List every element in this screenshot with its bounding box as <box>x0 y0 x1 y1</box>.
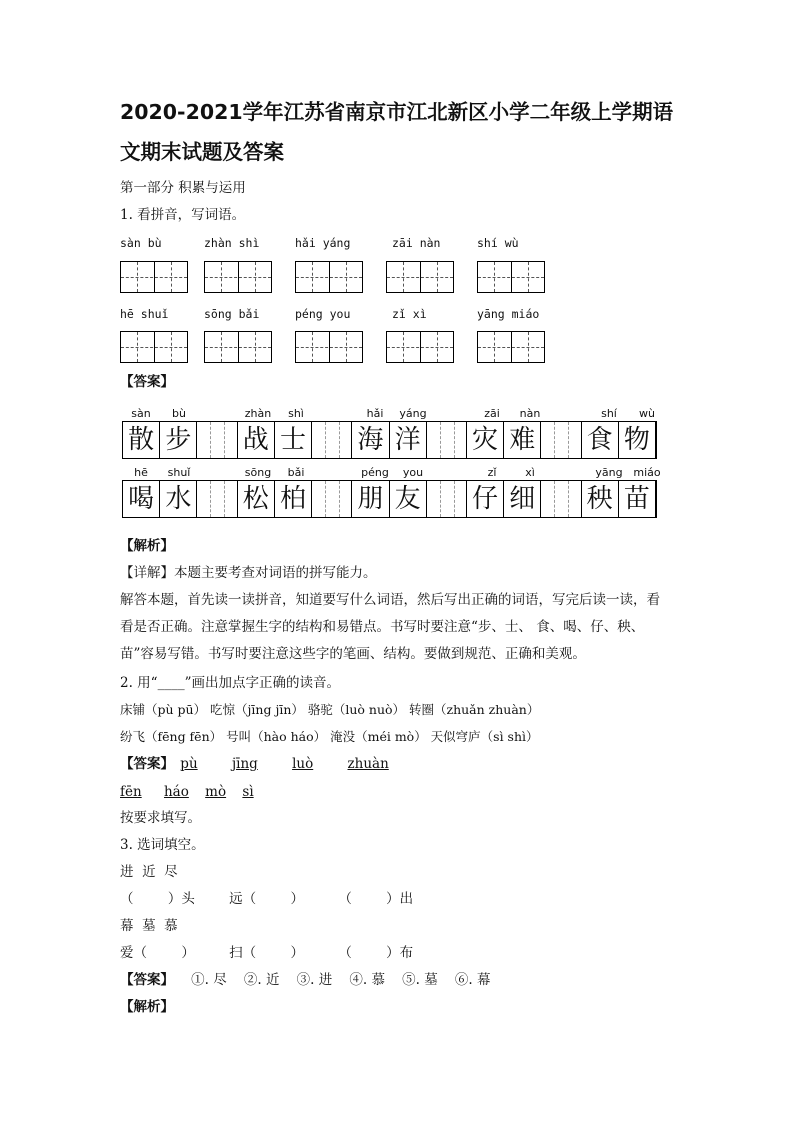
answer-pinyin: you <box>402 466 424 479</box>
answer-character: 士 <box>275 422 312 458</box>
tian-grid-box[interactable] <box>204 331 272 363</box>
answer-pinyin: sōng <box>244 466 272 479</box>
answer-character: 秧 <box>582 481 619 517</box>
answer-grid-gap <box>541 481 581 517</box>
answer-character: 灾 <box>467 422 504 458</box>
tian-grid-box[interactable] <box>204 261 272 293</box>
answer-character: 食 <box>582 422 619 458</box>
answer-pinyin: wù <box>639 407 655 420</box>
answer-character: 喝 <box>123 481 160 517</box>
pinyin-label: shí wù <box>477 236 519 250</box>
q2-note: 按要求填写。 <box>120 810 201 826</box>
answer-character: 战 <box>238 422 275 458</box>
answer-grid-gap <box>312 481 352 517</box>
q2-row2: 纷飞（fēng fēn） 号叫（hào háo） 淹没（méi mò） 天似穹庐（sì shì） <box>120 729 539 744</box>
answer-grid-gap <box>541 422 581 458</box>
answer-character: 朋 <box>352 481 389 517</box>
answer-pinyin: péng <box>361 466 389 479</box>
q3-group1-blanks: （ ）头 远（ ） （ ）出 <box>120 891 414 907</box>
q1-detail: 【详解】本题主要考查对词语的拼写能力。 <box>120 565 377 581</box>
answer-grid-gap <box>197 481 237 517</box>
pinyin-label: sàn bù <box>120 236 162 250</box>
q3-group2-words: 幕 墓 慕 <box>120 918 178 934</box>
tian-grid-box[interactable] <box>295 261 363 293</box>
q2-answer: zhuàn <box>347 756 389 772</box>
q1-analysis-para1: 解答本题，首先读一读拼音，知道要写什么词语，然后写出正确的词语，写完后读一读，看 <box>120 592 660 608</box>
q1-analysis-para2: 看是否正确。注意掌握生字的结构和易错点。书写时要注意“步、士、 食、喝、仔、秧、 <box>120 619 645 635</box>
answer-character: 难 <box>504 422 541 458</box>
answer-character: 细 <box>504 481 541 517</box>
answer-pinyin: xì <box>525 466 535 479</box>
pinyin-label: hē shuǐ <box>120 307 169 321</box>
tian-grid-box[interactable] <box>120 261 188 293</box>
document-title-line1: 2020-2021学年江苏省南京市江北新区小学二年级上学期语 <box>120 100 674 124</box>
answer-character: 柏 <box>275 481 312 517</box>
answer-character: 洋 <box>390 422 427 458</box>
q2-answer: jīng <box>231 756 258 772</box>
pinyin-label: yāng miáo <box>477 307 540 321</box>
pinyin-label: zhàn shì <box>204 236 260 250</box>
answer-character: 苗 <box>619 481 656 517</box>
answer-character: 步 <box>160 422 197 458</box>
q2-answer-row2 <box>120 782 254 802</box>
q3-analysis-label: 【解析】 <box>120 999 174 1015</box>
answer-character: 松 <box>238 481 275 517</box>
q2-answer: mò <box>205 784 227 800</box>
answer-character: 水 <box>160 481 197 517</box>
q2-answer-label: 【答案】 <box>120 756 174 772</box>
answer-grid-gap <box>427 422 467 458</box>
answer-pinyin: yáng <box>399 407 427 420</box>
pinyin-label: sōng bǎi <box>204 307 260 321</box>
q1-analysis-label: 【解析】 <box>120 538 174 554</box>
answer-character: 物 <box>619 422 656 458</box>
answer-grid-gap <box>427 481 467 517</box>
q3-answer-label: 【答案】 <box>120 972 174 988</box>
q1-analysis-para3: 苗”容易写错。书写时要注意这些字的笔画、结构。要做到规范、正确和美观。 <box>120 646 586 662</box>
q3-group1-words: 进 近 尽 <box>120 864 178 880</box>
answer-pinyin: bǎi <box>287 466 305 479</box>
answer-pinyin: zāi <box>484 407 500 420</box>
tian-grid-box[interactable] <box>477 331 545 363</box>
tian-grid-box[interactable] <box>477 261 545 293</box>
answer-pinyin: shuǐ <box>167 466 191 479</box>
question-1-label: 1. 看拼音，写词语。 <box>120 207 246 223</box>
answer-character: 海 <box>352 422 389 458</box>
answer-pinyin: nàn <box>519 407 541 420</box>
q2-answer: sì <box>242 784 254 800</box>
q3-answers: ①. 尽 ②. 近 ③. 进 ④. 慕 ⑤. 墓 ⑥. 幕 <box>191 972 491 988</box>
answer-grid-gap <box>312 422 352 458</box>
answer-character: 仔 <box>467 481 504 517</box>
pinyin-label: hǎi yáng <box>295 236 351 250</box>
q2-answer: luò <box>292 756 314 772</box>
q1-answer-grid-row1 <box>122 421 657 459</box>
q2-answer: fēn <box>120 784 142 800</box>
tian-grid-box[interactable] <box>295 331 363 363</box>
answer-pinyin: zhàn <box>244 407 272 420</box>
answer-character: 友 <box>390 481 427 517</box>
answer-pinyin: miáo <box>633 466 661 479</box>
answer-pinyin: yāng <box>595 466 623 479</box>
pinyin-label: zǐ xì <box>392 307 427 321</box>
q2-row1: 床铺（pù pū） 吃惊（jīng jīn） 骆驼（luò nuò） 转圈（zhuǎn zhuàn） <box>120 702 540 717</box>
answer-pinyin: shì <box>288 407 304 420</box>
document-title-line2: 文期末试题及答案 <box>120 140 284 164</box>
answer-pinyin: zǐ <box>487 466 497 479</box>
q1-answer-label: 【答案】 <box>120 374 174 390</box>
question-2-label: 2. 用“____”画出加点字正确的读音。 <box>120 675 340 691</box>
q2-answer: pù <box>180 756 198 772</box>
answer-pinyin: sàn <box>131 407 151 420</box>
q1-answer-grid-row2 <box>122 480 657 518</box>
section-heading: 第一部分 积累与运用 <box>120 180 246 196</box>
q3-answer-row <box>120 970 491 990</box>
answer-pinyin: bù <box>172 407 186 420</box>
tian-grid-box[interactable] <box>386 331 454 363</box>
answer-pinyin: shí <box>601 407 617 420</box>
q2-answer: háo <box>163 784 189 800</box>
answer-pinyin: hē <box>134 466 148 479</box>
pinyin-label: zāi nàn <box>392 236 441 250</box>
answer-grid-gap <box>197 422 237 458</box>
pinyin-label: péng you <box>295 307 351 321</box>
question-3-label: 3. 选词填空。 <box>120 837 205 853</box>
tian-grid-box[interactable] <box>386 261 454 293</box>
answer-character: 散 <box>123 422 160 458</box>
q2-answer-row1 <box>120 754 389 774</box>
tian-grid-box[interactable] <box>120 331 188 363</box>
q3-group2-blanks: 爱（ ） 扫（ ） （ ）布 <box>120 945 414 961</box>
answer-pinyin: hǎi <box>366 407 384 420</box>
